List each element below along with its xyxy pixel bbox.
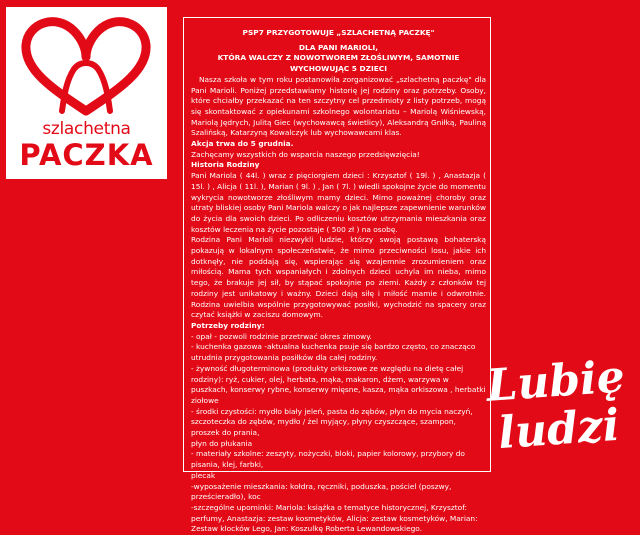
needs-item: płyn do płukania [191, 438, 253, 448]
needs-item: - żywność długoterminowa (produkty orkiszowe ze względu na dietę całej rodziny): ryż, cukier, olej, herbata, mąka, makaron, dżem, warzywa w puszkach, konserwy rybne, konserwy mięsne, kasza, mąka orkiszowa , herbatki ziołowe [191, 363, 486, 405]
needs-item: - opał - pozwoli rodzinie przetrwać okres zimowy. [191, 331, 372, 341]
slogan-line-2: ludzi [496, 399, 621, 460]
invite-text: Zachęcamy wszystkich do wsparcia naszego przedsięwzięcia! [191, 149, 420, 159]
needs-item: -szczególne upominki: Mariola: książka o tematyce historycznej, Krzysztof: perfumy, Anastazja: zestaw kosmetyków, Alicja: zestaw kosmetyków, Marian: Zestaw klocków Lego, Jan: Koszulkę Roberta Lewandowskiego. [191, 502, 478, 534]
slogan-line-1: Lubię [484, 351, 626, 412]
deadline-text: Akcja trwa do 5 grudnia. [191, 139, 294, 149]
szlachetna-paczka-logo [6, 7, 167, 179]
slogan-lubie-ludzi [484, 353, 629, 458]
intro-paragraph: Nasza szkoła w tym roku postanowiła zorganizować „szlachetną paczkę" dla Pani Marioli. Poniżej przedstawiamy historię jej rodziny oraz potrzeby. Osoby, które chciałby przekazać na ten szczytny cel przedmioty z listy potrzeb, mogą się skontaktować z opiekunami szkolnego wolontariatu – Mariolą Wiśniewską, Mariolą Jędrych, Julitą Giec (wychowawcą świetlicy), Aleksandrą Gniłką, Pauliną Szalińską, Katarzyną Kowalczyk lub wychowawcami klas. [191, 74, 486, 138]
needs-item: plecak [191, 470, 216, 480]
history-heading: Historia Rodziny [191, 160, 260, 170]
document-header: PSP7 PRZYGOTOWUJE „SZLACHETNĄ PACZKĘ" [242, 28, 435, 37]
document-title-line2: KTÓRA WALCZY Z NOWOTWOREM ZŁOŚLIWYM, SAMOTNIE WYCHOWUJĄC 5 DZIECI [217, 53, 460, 74]
needs-item: -wyposażenie mieszkania: kołdra, ręczniki, poduszka, pościel (poszwy, prześcieradło), koc [191, 481, 452, 502]
logo-text-szlachetna: szlachetna [42, 119, 131, 139]
document-title-line1: DLA PANI MARIOLI, [298, 42, 379, 52]
heart-ribbon-icon [16, 11, 157, 119]
needs-item: - materiały szkolne: zeszyty, nożyczki, bloki, papier kolorowy, przybory do pisania, klej, farbki, [191, 449, 465, 470]
history-paragraph-1: Pani Mariola ( 44l. ) wraz z pięciorgiem dzieci : Krzysztof ( 19l. ) , Anastazja ( 15l. ) , Alicja ( 11l. ), Marian ( 9l. ) , Jan ( 7l. ) wiedli spokojne życie do momentu wykrycia nowotworze złośliwym mamy dzieci. Mimo poważnej choroby oraz utraty bliskiej osoby Pani Mariola walczy o jak najlepsze zapewnienie warunków do życia dla swoich dzieci. Po odliczeniu kosztów utrzymania mieszkania oraz kosztów leczenia na życie pozostaje ( 500 zł ) na osobę. [191, 171, 486, 234]
logo-text-paczka: PACZKA [19, 138, 154, 172]
needs-item: - kuchenka gazowa -aktualna kuchenka psuje się bardzo często, co znacząco utrudnia przygotowania posiłków dla całej rodziny. [191, 342, 476, 363]
history-paragraph-2: Rodzina Pani Marioli niezwykli ludzie, którzy swoją postawą bohaterską pokazują w lokalnym społeczeństwie, że mimo przeciwności losu, jakie ich dotknęły, nie poddają się, wspierając się wzajemnie zrozumieniem oraz miłością. Mama tych wspaniałych i zdolnych dzieci uchyla im nieba, mimo tego, że brakuje jej sił, by stąpać spokojnie po ziemi. Każdy z członków tej rodziny jest unikatowy i ważny. Dzieci dają siłę i miłość mamie i odwrotnie. Rodzina uwielbia wspólnie przygotowywać posiłki, wychodzić na spacery oraz czytać książki w zaciszu domowym. [191, 235, 486, 320]
needs-item: - środki czystości: mydło biały jeleń, pasta do zębów, płyn do mycia naczyń, szczoteczka do zębów, mydło / żel myjący, płyny czyszczące, szampon, proszek do prania, [191, 406, 473, 438]
announcement-panel [183, 17, 491, 534]
needs-heading: Potrzeby rodziny: [191, 320, 265, 330]
